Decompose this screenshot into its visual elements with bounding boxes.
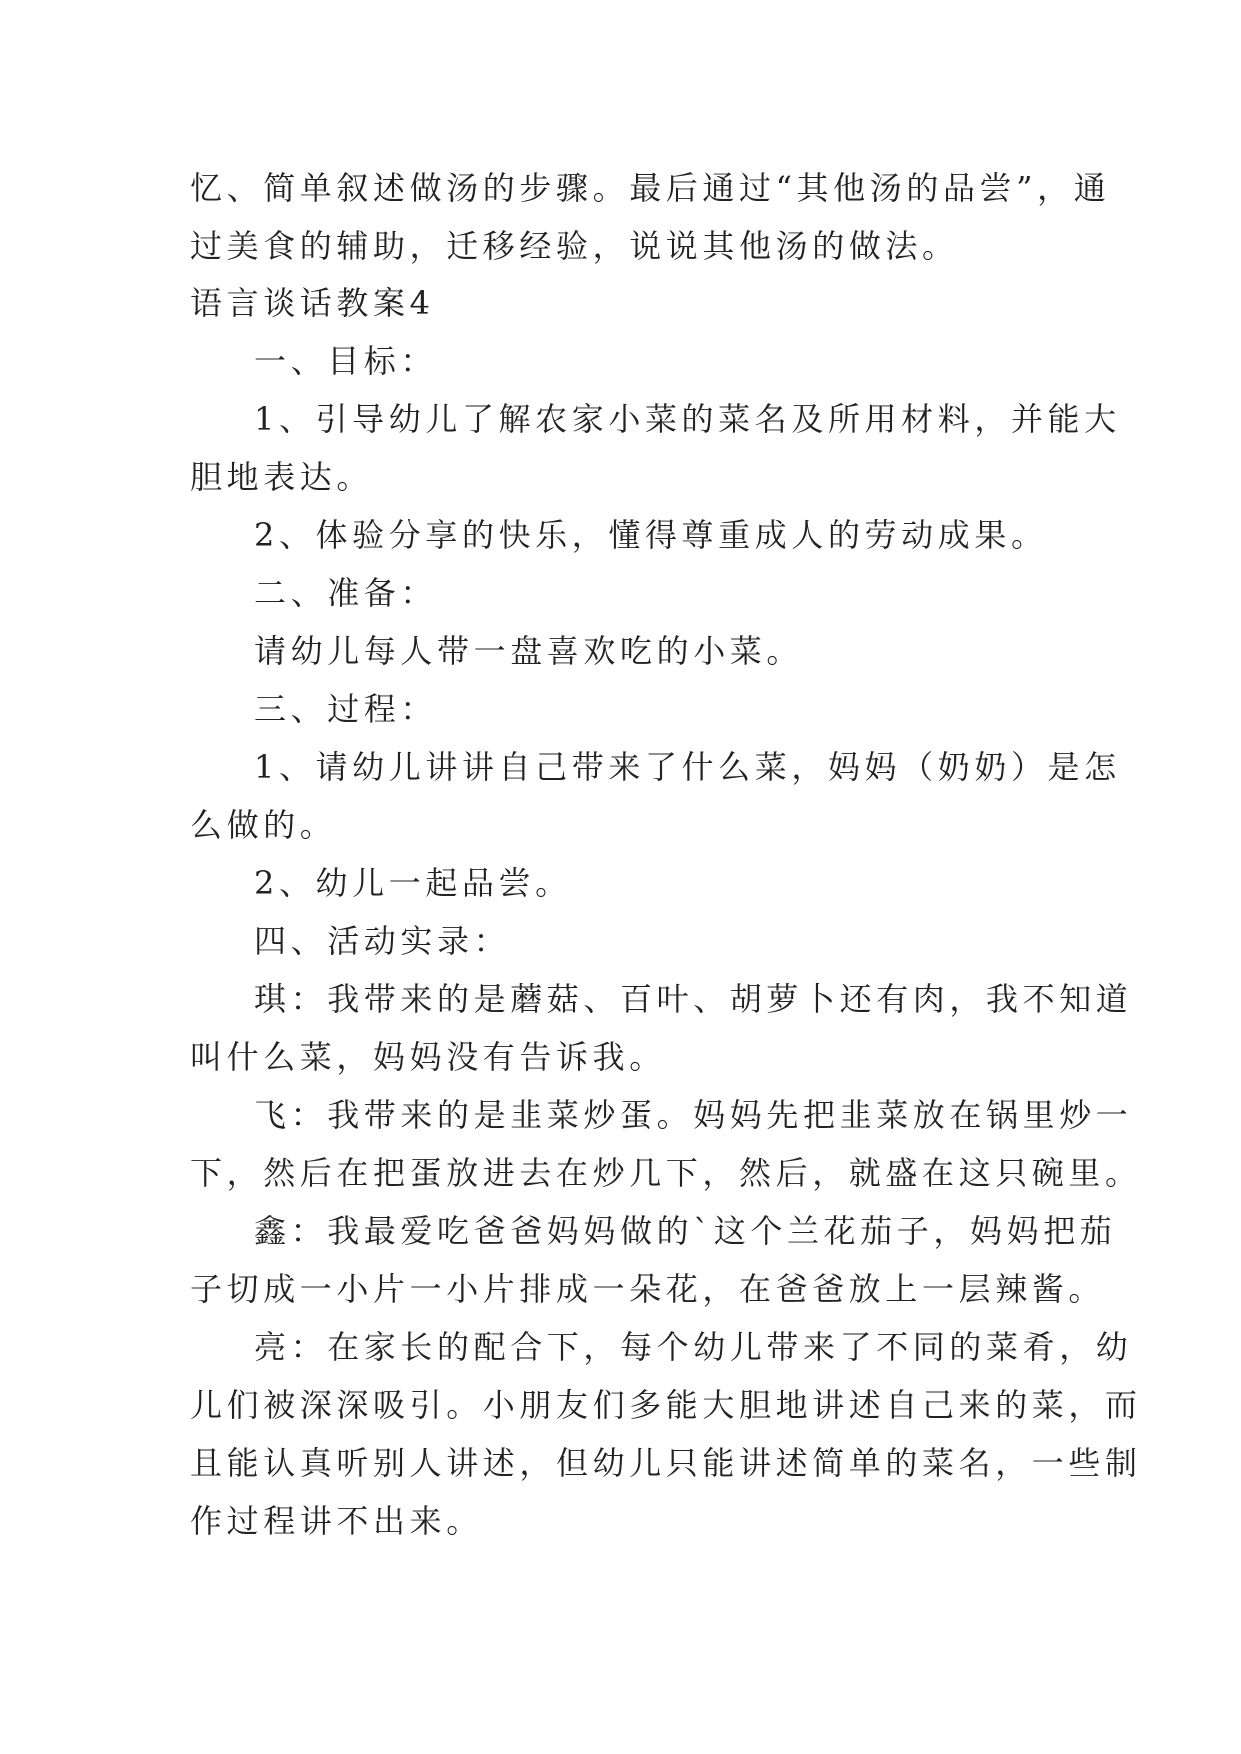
paragraph-line: 1、请幼儿讲讲自己带来了什么菜，妈妈（奶奶）是怎: [254, 748, 1121, 786]
paragraph-line: 飞：我带来的是韭菜炒蛋。妈妈先把韭菜放在锅里炒一: [254, 1096, 1133, 1134]
subheading-activity-record: 四、活动实录：: [254, 922, 511, 960]
paragraph-line: 叫什么菜，妈妈没有告诉我。: [190, 1038, 666, 1076]
paragraph-line: 亮：在家长的配合下，每个幼儿带来了不同的菜肴，幼: [254, 1328, 1133, 1366]
paragraph-line: 琪：我带来的是蘑菇、百叶、胡萝卜还有肉，我不知道: [254, 980, 1133, 1018]
paragraph-line: 么做的。: [190, 806, 337, 844]
paragraph-line: 下，然后在把蛋放进去在炒几下，然后，就盛在这只碗里。: [190, 1154, 1142, 1192]
paragraph-line: 子切成一小片一小片排成一朵花，在爸爸放上一层辣酱。: [190, 1270, 1106, 1308]
paragraph-line: 鑫：我最爱吃爸爸妈妈做的`这个兰花茄子，妈妈把茄: [254, 1212, 1117, 1250]
paragraph-line: 作过程讲不出来。: [190, 1502, 483, 1540]
subheading-process: 三、过程：: [254, 690, 438, 728]
paragraph-line: 2、幼儿一起品尝。: [254, 864, 572, 902]
paragraph-line: 1、引导幼儿了解农家小菜的菜名及所用材料，并能大: [254, 400, 1121, 438]
paragraph-line: 请幼儿每人带一盘喜欢吃的小菜。: [254, 632, 804, 670]
paragraph-line: 胆地表达。: [190, 458, 374, 496]
paragraph-line: 儿们被深深吸引。小朋友们多能大胆地讲述自己来的菜，而: [190, 1386, 1142, 1424]
subheading-preparation: 二、准备：: [254, 574, 438, 612]
paragraph-line: 忆、简单叙述做汤的步骤。最后通过“其他汤的品尝”，通: [190, 169, 1111, 207]
paragraph-line: 过美食的辅助，迁移经验，说说其他汤的做法。: [190, 227, 959, 265]
paragraph-line: 2、体验分享的快乐，懂得尊重成人的劳动成果。: [254, 516, 1048, 554]
section-heading: 语言谈话教案4: [190, 284, 435, 322]
subheading-goals: 一、目标：: [254, 342, 438, 380]
paragraph-line: 且能认真听别人讲述，但幼儿只能讲述简单的菜名，一些制: [190, 1444, 1142, 1482]
